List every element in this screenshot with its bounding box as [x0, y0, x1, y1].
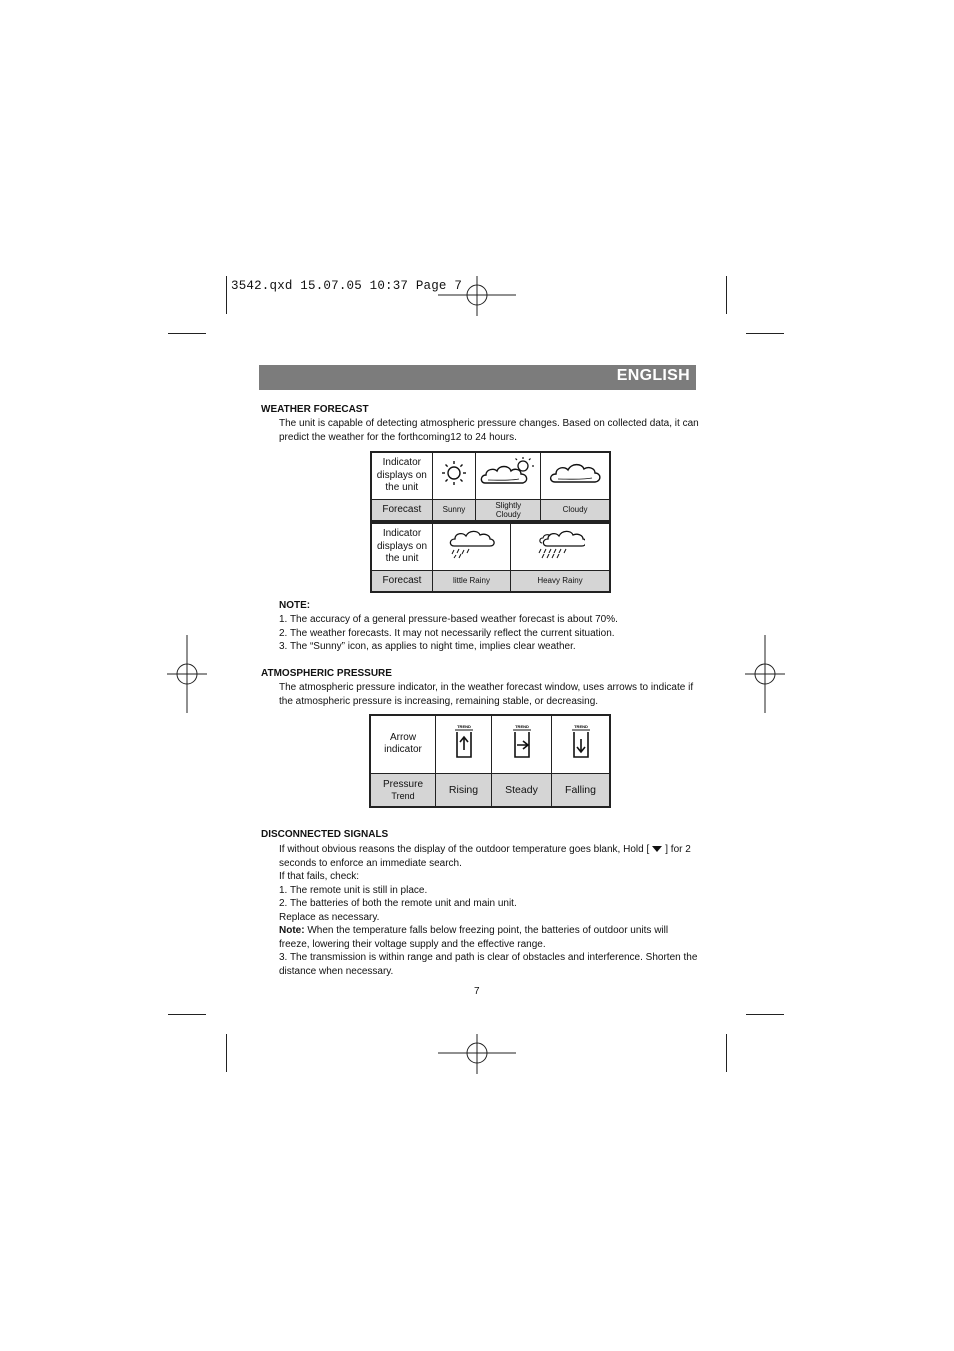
arrow-right-icon — [510, 724, 534, 760]
line-text: ] for 2 — [665, 844, 691, 855]
arrow-up-icon — [452, 724, 476, 760]
line-text: If without obvious reasons the display of the outdoor temperature goes blank, Hold [ — [279, 844, 650, 855]
trend-caption: TREND — [456, 723, 471, 729]
note-item: 1. The accuracy of a general pressure-based weather forecast is about 70%. — [279, 614, 618, 625]
registration-mark-right-icon — [745, 635, 785, 713]
sun-behind-cloud-icon — [479, 457, 537, 489]
light-rain-icon — [448, 529, 496, 559]
note-label: Note: — [279, 925, 305, 936]
forecast-heavy-rainy: Heavy Rainy — [511, 570, 611, 592]
crop-mark — [746, 1014, 784, 1015]
body-line: If that fails, check: — [279, 871, 360, 882]
note-item: 3. The “Sunny” icon, as applies to night time, implies clear weather. — [279, 641, 576, 652]
registration-mark-left-icon — [167, 635, 207, 713]
crop-mark — [226, 1034, 227, 1072]
label-line: Pressure — [382, 778, 423, 790]
falling-icon-cell — [552, 715, 611, 773]
intro-line: The atmospheric pressure indicator, in the weather forecast window, uses arrows to indicate if — [279, 682, 694, 693]
forecast-line: Cloudy — [495, 509, 521, 519]
banner-title: ENGLISH — [616, 367, 690, 384]
language-banner — [259, 365, 696, 390]
weather-forecast-intro — [279, 417, 699, 444]
crop-mark — [726, 1034, 727, 1072]
intro-line: predict the weather for the forthcoming12 to 24 hours. — [279, 431, 517, 443]
trend-steady: Steady — [492, 773, 552, 807]
crop-mark — [168, 333, 206, 334]
rising-icon-cell — [436, 715, 492, 773]
crop-mark — [168, 1014, 206, 1015]
registration-mark-bottom-icon — [438, 1034, 516, 1074]
section-heading-atmospheric-pressure: ATMOSPHERIC PRESSURE — [261, 668, 392, 679]
forecast-line: Slightly — [495, 500, 522, 510]
body-line: Replace as necessary. — [279, 911, 380, 923]
forecast-table-1 — [370, 451, 611, 522]
registration-mark-top-icon — [438, 276, 516, 316]
label-line: the unit — [385, 482, 419, 493]
intro-line: The unit is capable of detecting atmospheric pressure changes. Based on collected data, it can — [279, 418, 699, 429]
section-heading-disconnected-signals: DISCONNECTED SIGNALS — [261, 829, 389, 840]
cloudy-icon-cell — [541, 452, 610, 499]
down-triangle-icon — [651, 845, 663, 853]
pressure-trend-table — [369, 714, 611, 808]
trend-rising: Rising — [436, 773, 492, 807]
trend-caption: TREND — [514, 723, 529, 729]
body-line: 1. The remote unit is still in place. — [279, 884, 428, 896]
steady-icon-cell — [492, 715, 552, 773]
forecast-label: Forecast — [371, 570, 433, 592]
crop-mark — [226, 276, 227, 314]
crop-mark — [746, 333, 784, 334]
note-heading: NOTE: — [279, 600, 311, 611]
label-line: Indicator — [382, 528, 422, 539]
heavy-rain-icon — [535, 529, 585, 559]
body-line: 3. The transmission is within range and path is clear of obstacles and interference. Shorten the — [279, 952, 698, 963]
forecast-table-2 — [370, 522, 611, 593]
forecast-sunny: Sunny — [432, 499, 476, 521]
section-heading-weather-forecast: WEATHER FORECAST — [261, 404, 369, 415]
label-line: the unit — [385, 553, 419, 564]
pressure-trend-label — [370, 773, 436, 807]
forecast-little-rainy: little Rainy — [433, 570, 511, 592]
body-line: seconds to enforce an immediate search. — [279, 857, 462, 869]
sun-icon — [441, 460, 467, 486]
cloud-icon — [548, 460, 602, 486]
heavy-rainy-icon-cell — [511, 523, 611, 570]
body-line: distance when necessary. — [279, 965, 394, 977]
slightly-cloudy-icon-cell — [476, 452, 541, 499]
disconnected-body — [279, 843, 699, 978]
arrow-down-icon — [569, 724, 593, 760]
label-line: displays on — [376, 540, 428, 552]
note-list — [279, 613, 618, 654]
label-line: Trend — [391, 791, 415, 801]
intro-line: the atmospheric pressure is increasing, remaining stable, or decreasing. — [279, 695, 599, 707]
arrow-indicator-label — [370, 715, 436, 773]
body-line — [279, 924, 699, 938]
trend-falling: Falling — [552, 773, 611, 807]
little-rainy-icon-cell — [433, 523, 511, 570]
label-line: Indicator — [382, 457, 421, 468]
atmospheric-intro — [279, 681, 693, 708]
forecast-label: Forecast — [371, 499, 432, 521]
indicator-label — [371, 452, 432, 499]
line-text: When the temperature falls below freezing point, the batteries of outdoor units will — [304, 925, 669, 936]
trend-caption: TREND — [573, 723, 588, 729]
indicator-label — [371, 523, 433, 570]
label-line: Arrow — [389, 731, 417, 743]
body-line: 2. The batteries of both the remote unit and main unit. — [279, 898, 517, 909]
note-item: 2. The weather forecasts. It may not necessarily reflect the current situation. — [279, 627, 615, 639]
file-slug: 3542.qxd 15.07.05 10:37 Page 7 — [231, 279, 463, 293]
sunny-icon-cell — [432, 452, 476, 499]
page-number: 7 — [474, 986, 480, 997]
label-line: displays on — [376, 469, 427, 481]
forecast-slightly-cloudy — [476, 499, 541, 521]
body-line: freeze, lowering their voltage supply and the effective range. — [279, 938, 546, 950]
body-line — [279, 843, 699, 857]
crop-mark — [726, 276, 727, 314]
forecast-cloudy: Cloudy — [541, 499, 610, 521]
label-line: indicator — [384, 744, 422, 756]
